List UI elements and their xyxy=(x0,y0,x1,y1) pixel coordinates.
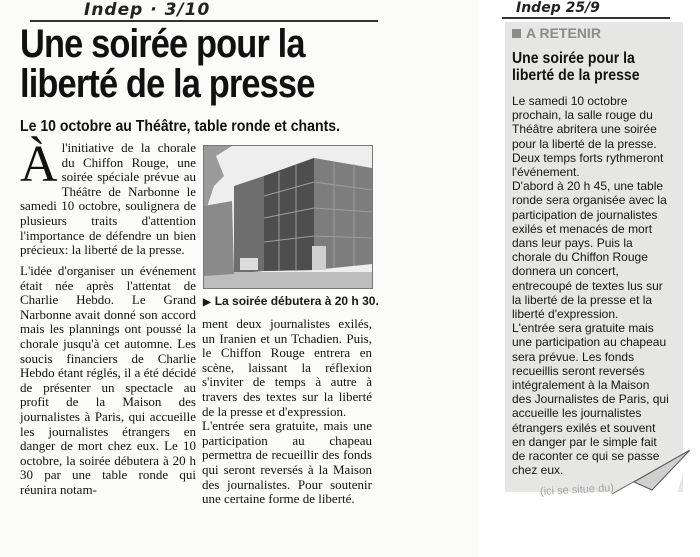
paragraph-4: L'entrée sera gratuite, mais une participation au chapeau permettra de recueillir des fonds qui seront reversés à la Maison des journalistes. Pour soutenir une certaine forme de liberté. xyxy=(202,418,372,507)
theatre-building-illustration xyxy=(204,146,372,288)
handwritten-note-right: Indep 25/9 xyxy=(516,0,600,16)
sidebar-title: Une soirée pour la liberté de la presse xyxy=(512,50,640,84)
column-1-top xyxy=(20,136,196,258)
sidebar-paragraph-2: D'abord à 20 h 45, une table ronde sera organisée avec la participation de journalistes exilés et menacés de mort dans leur pays. Puis la chorale du Chiffon Rouge donnera un concert, entrecoupé de textes lus sur la liberté de la presse et la liberté d'expression. xyxy=(512,179,667,322)
sidebar-paragraph-1: Le samedi 10 octobre prochain, la salle rouge du Théâtre abritera une soirée pour la liberté de la presse. Deux temps forts rythmeront l'événement. xyxy=(512,94,664,180)
text-behind-fold: (ici se situe du) xyxy=(539,482,615,498)
kicker-text: A RETENIR xyxy=(526,25,601,41)
article-subheadline: Le 10 octobre au Théâtre, table ronde et chants. xyxy=(20,118,341,135)
column-2 xyxy=(202,317,372,507)
caption-arrow-icon: ▶ xyxy=(203,297,211,308)
paragraph-2: L'idée d'organiser un événement était née après l'attentat de Charlie Hebdo. Le Grand Narbonne avait donné son accord mais les plannings ont poussé la chorale jusqu'à cet automne. Les soucis financiers de Charlie Hebdo étant réglés, il a été décidé de présenter un spectacle au profit de la Maison des journalistes à Paris, qui accueille les journalistes étrangers en danger de mort chez eux. Le 10 octobre, la soirée débutera à 20 h 30 par une table ronde qui réunira notam- xyxy=(20,263,196,497)
theatre-photo xyxy=(203,145,373,289)
paragraph-1: l'initiative de la chorale du Chiffon Rouge, une soirée spéciale prévue au Théâtre de Narbonne le samedi 10 octobre, soulignera de plusieurs traits d'attention l'importance de défendre un bien précieux: la liberté de la presse. xyxy=(20,140,196,258)
header-rule-right xyxy=(502,17,670,19)
photo-caption xyxy=(203,294,379,308)
drop-cap: À xyxy=(20,136,58,193)
kicker-square-icon xyxy=(512,29,521,38)
kicker xyxy=(512,25,601,41)
photo-caption-text: La soirée débutera à 20 h 30. xyxy=(214,294,379,308)
page-fold-corner xyxy=(612,450,690,510)
column-1-bottom xyxy=(20,264,196,498)
article-headline: Une soirée pour la liberté de la presse xyxy=(20,22,315,106)
sidebar-paragraph-3: L'entrée sera gratuite mais une participation au chapeau sera prévue. Les fonds recueillis seront reversés intégralement à la Maison des Journalistes de Paris, qui accueille les journalistes étrangers exilés et souvent en danger par le simple fait de raconter ce qui se passe chez eux. xyxy=(512,321,669,478)
sidebar-body xyxy=(512,94,672,477)
handwritten-note-left: Indep · 3/10 xyxy=(84,0,211,20)
paragraph-3: ment deux journalistes exilés, un Iranien et un Tchadien. Puis, le Chiffon Rouge entrera en scène, laissant la réflexion s'inviter de temps à autre à travers des textes sur la liberté de la presse et d'expression. xyxy=(202,316,372,419)
